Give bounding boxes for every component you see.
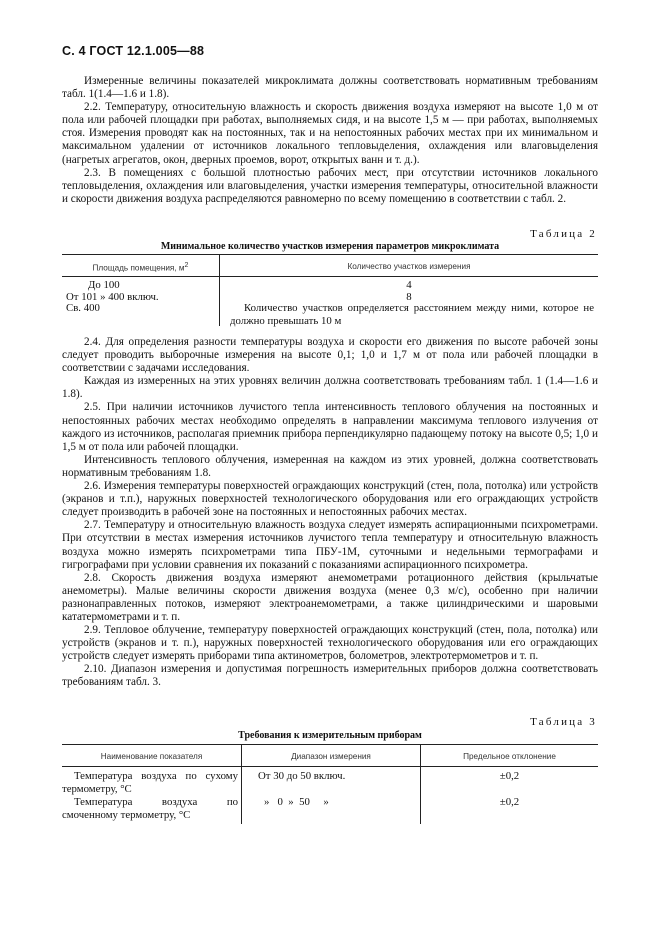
paragraph: Каждая из измеренных на этих уровнях величин должна соответствовать требованиям табл. 1 (1.4—1.6 и 1.8). bbox=[62, 375, 598, 401]
paragraph: 2.7. Температуру и относительную влажность воздуха следует измерять аспирационными психрометрами. При отсутствии в местах измерения источников лучистого тепла температуру и относительную влажность воздуха можно измерять психрометрами типа ПБУ-1М, суточными и недельными термографами и гигрографами при условии сравнения их показаний с показаниями аспирационного психрометра. bbox=[62, 519, 598, 571]
table2-cell-count: Количество участков определяется расстоянием между ними, которое не должно превышать 10 м bbox=[230, 302, 594, 327]
table3-header-name: Наименование показателя bbox=[100, 752, 203, 761]
table2-cell-area: До 100 bbox=[88, 279, 120, 291]
table3-cell-range: От 30 до 50 включ. bbox=[258, 770, 346, 782]
text-block-top bbox=[62, 75, 598, 206]
paragraph: Интенсивность теплового облучения, измеренная на каждом из этих уровней, должна соответствовать нормативным требованиям 1.8. bbox=[62, 453, 598, 479]
table2-cell-count: 8 bbox=[406, 291, 412, 303]
table2 bbox=[62, 254, 598, 326]
table3-cell-deviation: ±0,2 bbox=[499, 770, 520, 782]
table2-cell-count: 4 bbox=[406, 279, 412, 291]
table-rule bbox=[62, 744, 598, 745]
paragraph: 2.6. Измерения температуры поверхностей ограждающих конструкций (стен, пола, потолка) или устройств (экранов и т.п.), наружных поверхностей технологического оборудования или его ограждающих устройств следует производить в рабочей зоне на постоянных и непостоянных рабочих местах. bbox=[62, 480, 598, 519]
paragraph: 2.9. Тепловое облучение, температуру поверхностей ограждающих конструкций (стен, пола, потолка) или устройств (экранов и т. п.), наружных поверхностей технологического оборудования или его ограждающих устройств следует измерять приборами типа актинометров, болометров, электротермометров и т. п. bbox=[62, 624, 598, 663]
paragraph: 2.3. В помещениях с большой плотностью рабочих мест, при отсутствии источников локального тепловыделения, охлаждения или влаговыделения, участки измерения температуры, относительной влажности и скорости движения воздуха распределяются равномерно по всему помещению в соответствии с табл. 2. bbox=[62, 166, 598, 205]
table2-cell-area: От 101 » 400 включ. bbox=[66, 291, 159, 303]
table3-title: Требования к измерительным приборам bbox=[238, 730, 422, 741]
paragraph: 2.5. При наличии источников лучистого тепла интенсивность теплового облучения на постоянных и непостоянных рабочих местах необходимо определять в направлении максимума теплового излучения от каждого из источников, располагая приемник прибора перпендикулярно падающему потоку на высоте 0,5; 1,0 и 1,5 м от пола или рабочей площадки. bbox=[62, 401, 598, 453]
paragraph: 2.2. Температуру, относительную влажность и скорость движения воздуха измеряют на высоте 1,0 м от пола или рабочей площадки при работах, выполняемых сидя, и на высоте 1,5 м — при работах, выполняемых стоя. Измерения проводят как на постоянных, так и на непостоянных рабочих местах при их минимальном и максимальном удалении от источников локального тепловыделения, охлаждения или влаговыделения (нагретых агрегатов, окон, дверных проемов, ворот, открытых ванн и т. д.). bbox=[62, 101, 598, 166]
paragraph: 2.4. Для определения разности температуры воздуха и скорости его движения по высоте рабочей зоны следует проводить выборочные измерения на высоте 0,1; 1,0 и 1,7 м от пола или рабочей площадки в соответствии с задачами исследования. bbox=[62, 336, 598, 375]
table-rule bbox=[62, 276, 598, 277]
table3-cell-range: » 0 » 50 » bbox=[264, 796, 329, 808]
table3-caption: Таблица 3 bbox=[530, 716, 597, 728]
table3-header-range: Диапазон измерения bbox=[291, 752, 371, 761]
table2-header-area: Площадь помещения, $м^2$ bbox=[92, 262, 189, 273]
paragraph: 2.10. Диапазон измерения и допустимая погрешность измерительных приборов должна соответствовать требованиям табл. 3. bbox=[62, 663, 598, 689]
table-rule bbox=[62, 766, 598, 767]
table3-header-deviation: Предельное отклонение bbox=[463, 752, 556, 761]
paragraph: 2.8. Скорость движения воздуха измеряют анемометрами ротационного действия (крыльчатые анемометры). Малые величины скорости движения воздуха (менее 0,3 м/с), особенно при наличии разнонаправленных потоков, измеряют электроанемометрами, а также цилиндрическими и шаровыми кататермометрами и т. п. bbox=[62, 571, 598, 623]
table3-cell-deviation: ±0,2 bbox=[499, 796, 520, 808]
page-header: С. 4 ГОСТ 12.1.005—88 bbox=[62, 44, 205, 58]
table3-cell-name: Температура воздуха по сухому термометру, °С bbox=[62, 770, 238, 795]
table2-caption: Таблица 2 bbox=[530, 228, 597, 240]
paragraph: Измеренные величины показателей микроклимата должны соответствовать нормативным требованиям табл. 1(1.4—1.6 и 1.8). bbox=[62, 75, 598, 101]
table3 bbox=[62, 744, 598, 824]
table2-header-count: Количество участков измерения bbox=[347, 262, 471, 271]
table-rule bbox=[62, 254, 598, 255]
text-block-mid bbox=[62, 336, 598, 690]
table2-cell-area: Св. 400 bbox=[66, 302, 100, 314]
table2-title: Минимальное количество участков измерения параметров микроклимата bbox=[160, 241, 500, 252]
table3-cell-name: Температура воздуха по смоченному термометру, °С bbox=[62, 796, 238, 821]
